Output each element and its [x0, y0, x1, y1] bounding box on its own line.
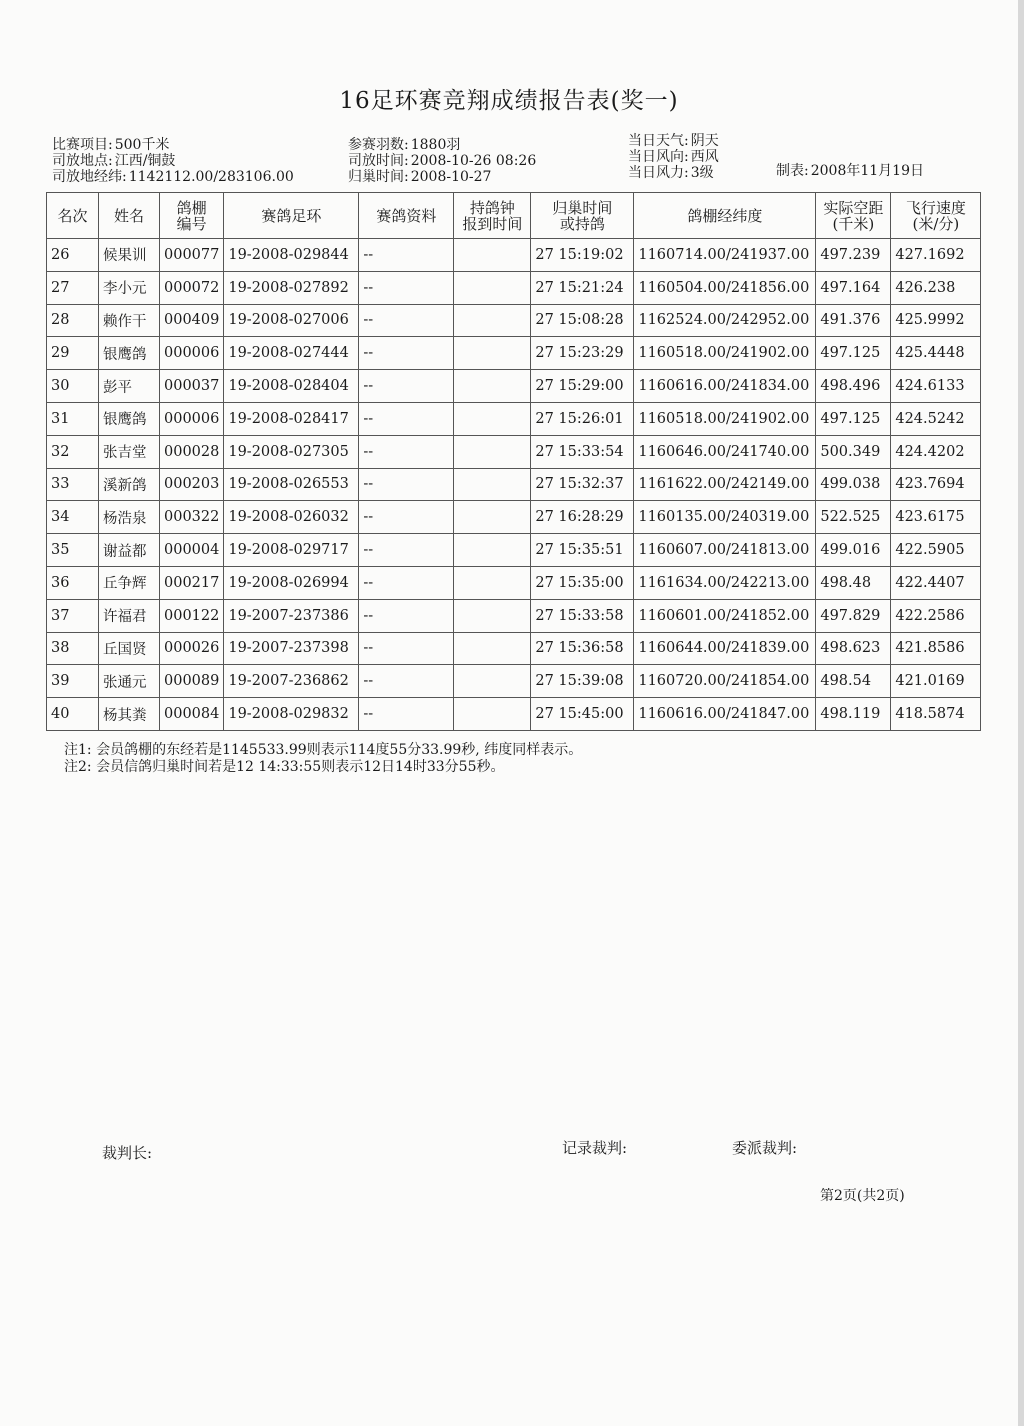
cell-arrival: 27 15:19:02: [531, 239, 634, 272]
note-1: 注1: 会员鸽棚的东经若是1145533.99则表示114度55分33.99秒, 纬度同样表示。: [64, 742, 583, 758]
cell-ring: 19-2008-028417: [224, 402, 359, 435]
cell-ring: 19-2008-026032: [224, 501, 359, 534]
table-row: [47, 566, 981, 599]
cell-speed: 424.6133: [891, 370, 981, 403]
cell-distance: 497.125: [816, 337, 891, 370]
cell-name: 彭平: [99, 370, 160, 403]
cell-clock-time: [454, 599, 531, 632]
cell-bird-info: --: [359, 599, 454, 632]
delegate-referee-label: 委派裁判:: [732, 1139, 798, 1157]
col-header-bird-info: 赛鸽资料: [359, 193, 454, 239]
cell-name: 赖作干: [99, 304, 160, 337]
cell-arrival: 27 15:21:24: [531, 271, 634, 304]
cell-ring: 19-2008-026553: [224, 468, 359, 501]
cell-clock-time: [454, 665, 531, 698]
cell-rank: 32: [47, 435, 99, 468]
cell-bird-info: --: [359, 402, 454, 435]
cell-arrival: 27 15:36:58: [531, 632, 634, 665]
cell-coords: 1162524.00/242952.00: [634, 304, 816, 337]
meta-left: [52, 137, 294, 185]
cell-loft-id: 000122: [160, 599, 224, 632]
cell-ring: 19-2008-027444: [224, 337, 359, 370]
col-header-ring: 赛鸽足环: [224, 193, 359, 239]
cell-distance: 498.48: [816, 566, 891, 599]
cell-bird-info: --: [359, 337, 454, 370]
cell-ring: 19-2008-028404: [224, 370, 359, 403]
cell-speed: 424.5242: [891, 402, 981, 435]
cell-bird-info: --: [359, 566, 454, 599]
cell-distance: 499.038: [816, 468, 891, 501]
cell-arrival: 27 15:26:01: [531, 402, 634, 435]
cell-bird-info: --: [359, 632, 454, 665]
table-row: [47, 435, 981, 468]
cell-loft-id: 000077: [160, 239, 224, 272]
cell-coords: 1160504.00/241856.00: [634, 271, 816, 304]
col-header-clock-time: 持鸽钟 报到时间: [454, 193, 531, 239]
cell-coords: 1160135.00/240319.00: [634, 501, 816, 534]
cell-loft-id: 000089: [160, 665, 224, 698]
cell-name: 候果训: [99, 239, 160, 272]
cell-name: 杨浩泉: [99, 501, 160, 534]
cell-clock-time: [454, 435, 531, 468]
note-2: 注2: 会员信鸽归巢时间若是12 14:33:55则表示12日14时33分55秒。: [64, 759, 505, 775]
table-row: [47, 271, 981, 304]
cell-loft-id: 000072: [160, 271, 224, 304]
col-header-speed: 飞行速度 (米/分): [891, 193, 981, 239]
cell-distance: 500.349: [816, 435, 891, 468]
meta-item: 司放时间: 2008-10-26 08:26: [348, 153, 537, 169]
cell-ring: 19-2007-237398: [224, 632, 359, 665]
cell-clock-time: [454, 566, 531, 599]
cell-distance: 499.016: [816, 534, 891, 567]
meta-right: [628, 133, 719, 181]
cell-arrival: 27 15:33:54: [531, 435, 634, 468]
cell-arrival: 27 15:29:00: [531, 370, 634, 403]
cell-speed: 418.5874: [891, 698, 981, 731]
table-row: [47, 304, 981, 337]
cell-ring: 19-2008-026994: [224, 566, 359, 599]
cell-clock-time: [454, 370, 531, 403]
table-row: [47, 599, 981, 632]
cell-coords: 1160720.00/241854.00: [634, 665, 816, 698]
cell-clock-time: [454, 534, 531, 567]
cell-distance: 497.829: [816, 599, 891, 632]
chief-referee-label: 裁判长:: [102, 1144, 153, 1162]
cell-clock-time: [454, 402, 531, 435]
table-row: [47, 337, 981, 370]
col-header-name: 姓名: [99, 193, 160, 239]
cell-rank: 40: [47, 698, 99, 731]
meta-item: 司放地经纬: 1142112.00/283106.00: [52, 169, 294, 185]
col-header-distance: 实际空距 (千米): [816, 193, 891, 239]
meta-item: 归巢时间: 2008-10-27: [348, 169, 492, 185]
cell-speed: 424.4202: [891, 435, 981, 468]
cell-name: 谢益都: [99, 534, 160, 567]
cell-coords: 1160518.00/241902.00: [634, 337, 816, 370]
cell-ring: 19-2007-236862: [224, 665, 359, 698]
cell-coords: 1161634.00/242213.00: [634, 566, 816, 599]
cell-speed: 421.8586: [891, 632, 981, 665]
meta-middle: [348, 137, 536, 185]
cell-clock-time: [454, 239, 531, 272]
cell-coords: 1160646.00/241740.00: [634, 435, 816, 468]
cell-coords: 1161622.00/242149.00: [634, 468, 816, 501]
cell-bird-info: --: [359, 665, 454, 698]
cell-coords: 1160607.00/241813.00: [634, 534, 816, 567]
meta-item: 当日天气: 阴天: [628, 133, 719, 149]
col-header-coords: 鸽棚经纬度: [634, 193, 816, 239]
col-header-loft-id: 鸽棚 编号: [160, 193, 224, 239]
meta-item: 当日风向: 西风: [628, 149, 719, 165]
cell-rank: 36: [47, 566, 99, 599]
cell-speed: 422.4407: [891, 566, 981, 599]
cell-loft-id: 000006: [160, 402, 224, 435]
cell-rank: 39: [47, 665, 99, 698]
cell-ring: 19-2008-029832: [224, 698, 359, 731]
cell-rank: 38: [47, 632, 99, 665]
cell-bird-info: --: [359, 370, 454, 403]
cell-name: 张通元: [99, 665, 160, 698]
cell-loft-id: 000006: [160, 337, 224, 370]
table-row: [47, 370, 981, 403]
cell-coords: 1160616.00/241847.00: [634, 698, 816, 731]
cell-loft-id: 000217: [160, 566, 224, 599]
cell-arrival: 27 15:08:28: [531, 304, 634, 337]
col-header-rank: 名次: [47, 193, 99, 239]
meta-item: 比赛项目: 500千米: [52, 137, 170, 153]
cell-loft-id: 000084: [160, 698, 224, 731]
table-row: [47, 501, 981, 534]
cell-bird-info: --: [359, 468, 454, 501]
cell-arrival: 27 15:45:00: [531, 698, 634, 731]
cell-speed: 425.4448: [891, 337, 981, 370]
table-row: [47, 239, 981, 272]
cell-distance: 522.525: [816, 501, 891, 534]
results-table: [46, 192, 981, 731]
table-row: [47, 698, 981, 731]
cell-loft-id: 000028: [160, 435, 224, 468]
cell-coords: 1160601.00/241852.00: [634, 599, 816, 632]
cell-clock-time: [454, 271, 531, 304]
cell-coords: 1160616.00/241834.00: [634, 370, 816, 403]
meta-item: 当日风力: 3级: [628, 165, 714, 181]
table-row: [47, 402, 981, 435]
cell-speed: 422.2586: [891, 599, 981, 632]
cell-ring: 19-2008-027892: [224, 271, 359, 304]
cell-arrival: 27 15:35:51: [531, 534, 634, 567]
page-number: 第2页(共2页): [820, 1188, 905, 1204]
cell-rank: 33: [47, 468, 99, 501]
cell-rank: 30: [47, 370, 99, 403]
cell-coords: 1160714.00/241937.00: [634, 239, 816, 272]
cell-loft-id: 000004: [160, 534, 224, 567]
table-row: [47, 468, 981, 501]
page-title: 16足环赛竞翔成绩报告表(奖一): [339, 88, 679, 114]
cell-rank: 37: [47, 599, 99, 632]
cell-distance: 497.239: [816, 239, 891, 272]
cell-name: 银鹰鸽: [99, 337, 160, 370]
table-header-row: [47, 193, 981, 239]
cell-speed: 423.6175: [891, 501, 981, 534]
cell-name: 杨其粪: [99, 698, 160, 731]
cell-rank: 34: [47, 501, 99, 534]
cell-loft-id: 000203: [160, 468, 224, 501]
cell-bird-info: --: [359, 698, 454, 731]
cell-arrival: 27 15:23:29: [531, 337, 634, 370]
made-date: 制表: 2008年11月19日: [776, 163, 924, 179]
cell-coords: 1160644.00/241839.00: [634, 632, 816, 665]
cell-distance: 498.119: [816, 698, 891, 731]
cell-arrival: 27 15:32:37: [531, 468, 634, 501]
cell-name: 丘国贤: [99, 632, 160, 665]
cell-bird-info: --: [359, 239, 454, 272]
cell-distance: 497.125: [816, 402, 891, 435]
cell-bird-info: --: [359, 501, 454, 534]
cell-name: 张吉堂: [99, 435, 160, 468]
cell-bird-info: --: [359, 304, 454, 337]
cell-clock-time: [454, 337, 531, 370]
cell-name: 银鹰鸽: [99, 402, 160, 435]
cell-clock-time: [454, 698, 531, 731]
table-row: [47, 632, 981, 665]
cell-bird-info: --: [359, 534, 454, 567]
meta-item: 司放地点: 江西/铜鼓: [52, 153, 176, 169]
cell-clock-time: [454, 632, 531, 665]
cell-clock-time: [454, 468, 531, 501]
cell-loft-id: 000037: [160, 370, 224, 403]
cell-clock-time: [454, 501, 531, 534]
cell-arrival: 27 15:35:00: [531, 566, 634, 599]
cell-name: 溪新鸽: [99, 468, 160, 501]
col-header-arrival: 归巢时间 或持鸽: [531, 193, 634, 239]
cell-distance: 498.496: [816, 370, 891, 403]
meta-item: 参赛羽数: 1880羽: [348, 137, 461, 153]
cell-bird-info: --: [359, 435, 454, 468]
cell-distance: 497.164: [816, 271, 891, 304]
cell-speed: 427.1692: [891, 239, 981, 272]
cell-rank: 27: [47, 271, 99, 304]
cell-loft-id: 000409: [160, 304, 224, 337]
cell-speed: 421.0169: [891, 665, 981, 698]
cell-distance: 498.623: [816, 632, 891, 665]
cell-coords: 1160518.00/241902.00: [634, 402, 816, 435]
cell-name: 丘争辉: [99, 566, 160, 599]
cell-arrival: 27 15:33:58: [531, 599, 634, 632]
cell-speed: 423.7694: [891, 468, 981, 501]
cell-clock-time: [454, 304, 531, 337]
recording-referee-label: 记录裁判:: [562, 1139, 628, 1157]
cell-speed: 422.5905: [891, 534, 981, 567]
cell-ring: 19-2008-029717: [224, 534, 359, 567]
cell-rank: 26: [47, 239, 99, 272]
cell-distance: 498.54: [816, 665, 891, 698]
cell-speed: 426.238: [891, 271, 981, 304]
cell-rank: 29: [47, 337, 99, 370]
cell-rank: 31: [47, 402, 99, 435]
cell-name: 李小元: [99, 271, 160, 304]
cell-rank: 35: [47, 534, 99, 567]
cell-ring: 19-2008-027305: [224, 435, 359, 468]
cell-distance: 491.376: [816, 304, 891, 337]
cell-ring: 19-2008-027006: [224, 304, 359, 337]
cell-arrival: 27 16:28:29: [531, 501, 634, 534]
cell-ring: 19-2007-237386: [224, 599, 359, 632]
cell-loft-id: 000026: [160, 632, 224, 665]
cell-loft-id: 000322: [160, 501, 224, 534]
cell-speed: 425.9992: [891, 304, 981, 337]
cell-name: 许福君: [99, 599, 160, 632]
table-row: [47, 534, 981, 567]
notes: [64, 742, 582, 776]
cell-ring: 19-2008-029844: [224, 239, 359, 272]
cell-bird-info: --: [359, 271, 454, 304]
cell-rank: 28: [47, 304, 99, 337]
cell-arrival: 27 15:39:08: [531, 665, 634, 698]
table-row: [47, 665, 981, 698]
